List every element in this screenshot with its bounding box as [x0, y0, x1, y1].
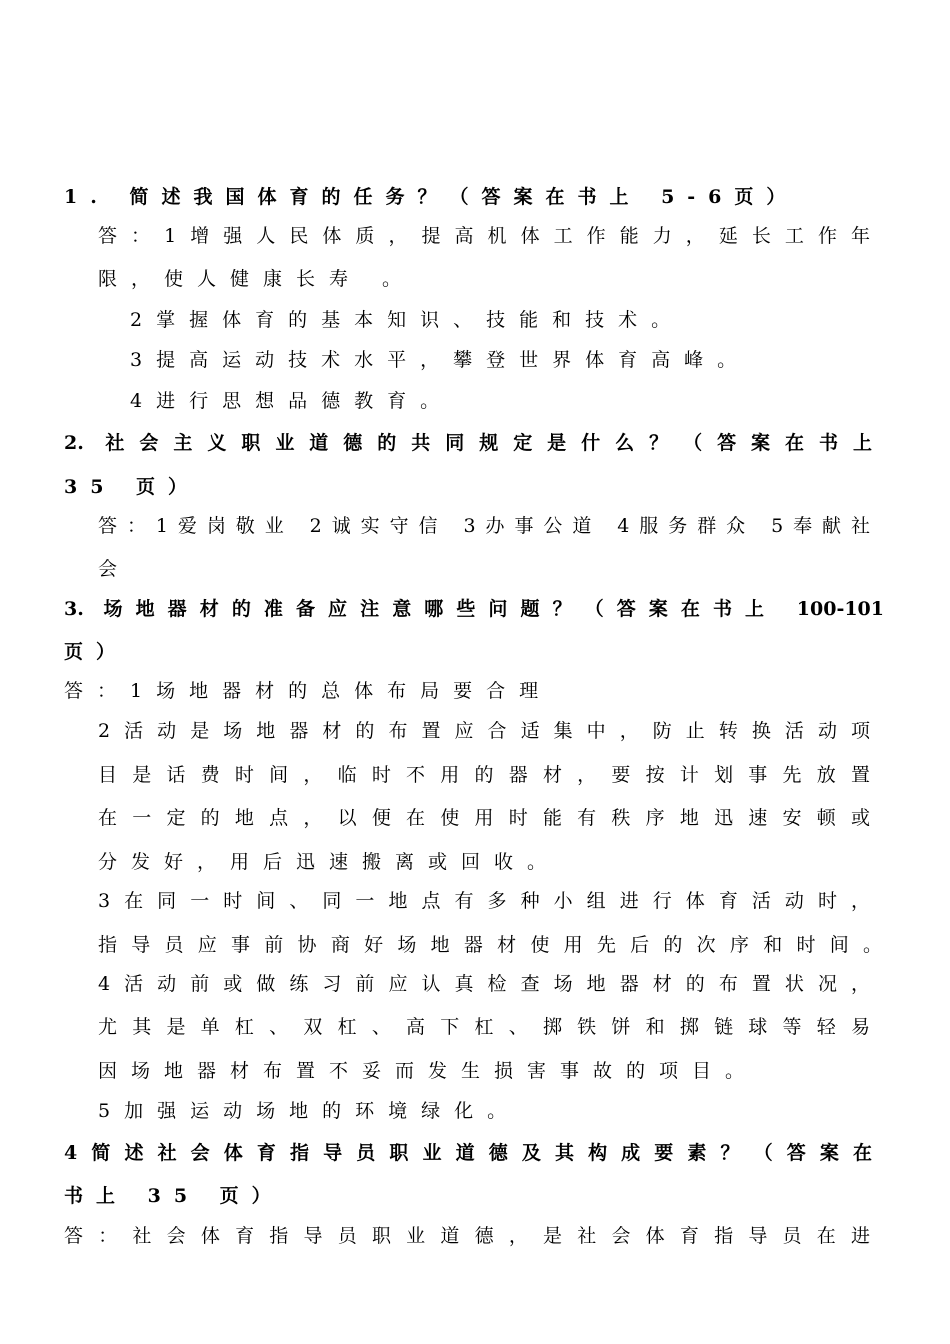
question-3-title-line-2: 页）: [64, 641, 129, 663]
question-3-answer-line-7: 指导员应事前协商好场地器材使用先后的次序和时间。: [98, 934, 882, 956]
question-1-answer-line-2: 限，使人健康长寿 。: [98, 268, 416, 290]
question-3-answer-line-10: 因场地器材布置不妥而发生损害事故的项目。: [98, 1060, 759, 1082]
question-2-title-line-1: 2. 社会主义职业道德的共同规定是什么？（答案在书上: [64, 432, 872, 454]
question-1-answer-line-4: 3提高运动技术水平，攀登世界体育高峰。: [130, 349, 751, 371]
question-4-title-line-1: 4简述社会体育指导员职业道德及其构成要素？（答案在: [64, 1142, 872, 1164]
question-3-answer-line-11: 5加强运动场地的环境绿化。: [98, 1100, 521, 1122]
question-3-answer-line-1: 答：1场地器材的总体布局要合理: [64, 680, 553, 702]
question-1-title: 1. 简述我国体育的任务？（答案在书上 5-6页）: [64, 186, 799, 208]
question-1-answer-line-3: 2掌握体育的基本知识、技能和技术。: [130, 309, 685, 331]
question-3-title-line-1: 3. 场地器材的准备应注意哪些问题？（答案在书上 100-101: [64, 598, 884, 620]
question-2-answer-line-1: 答：1爱岗敬业 2诚实守信 3办事公道 4服务群众 5奉献社: [98, 515, 870, 537]
question-3-answer-line-2: 2活动是场地器材的布置应合适集中，防止转换活动项: [98, 720, 870, 742]
question-3-answer-line-6: 3在同一时间、同一地点有多种小组进行体育活动时，: [98, 890, 870, 912]
question-1-answer-line-1: 答：1增强人民体质，提高机体工作能力，延长工作年: [98, 225, 870, 247]
question-1-answer-line-5: 4进行思想品德教育。: [130, 390, 454, 412]
question-3-answer-line-9: 尤其是单杠、双杠、高下杠、掷铁饼和掷链球等轻易: [98, 1016, 870, 1038]
question-2-title-line-2: 35 页）: [64, 476, 201, 498]
question-3-answer-line-5: 分发好，用后迅速搬离或回收。: [98, 851, 561, 873]
question-4-answer-line-1: 答：社会体育指导员职业道德，是社会体育指导员在进: [64, 1225, 870, 1247]
question-2-answer-line-2: 会: [98, 558, 132, 580]
question-3-answer-line-8: 4活动前或做练习前应认真检查场地器材的布置状况，: [98, 973, 870, 995]
question-3-answer-line-3: 目是话费时间，临时不用的器材，要按计划事先放置: [98, 764, 870, 786]
question-3-answer-line-4: 在一定的地点，以便在使用时能有秩序地迅速安顿或: [98, 807, 870, 829]
question-4-title-line-2: 书上 35 页）: [64, 1185, 284, 1207]
